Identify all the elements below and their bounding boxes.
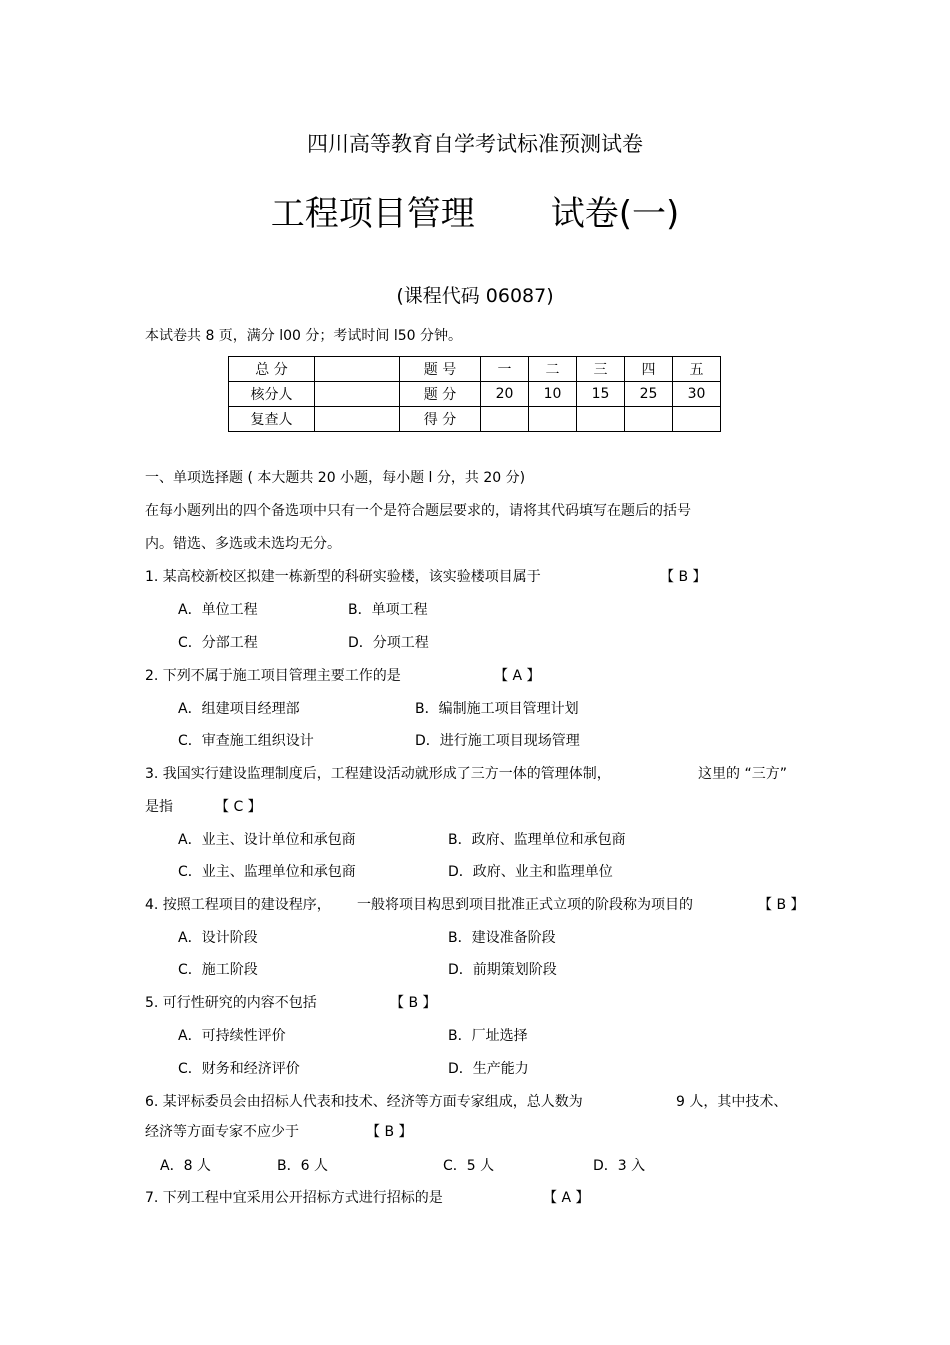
question-4-option-a: A．设计阶段 [178,930,258,946]
course-code: (课程代码 06087) [396,285,554,307]
section-instructions-line2: 内。错选、多选或未选均无分。 [145,536,341,552]
question-4-text-continued: 一般将项目构思到项目批准正式立项的阶段称为项目的 [357,897,693,913]
question-4-text: 4. 按照工程项目的建设程序， [145,897,331,913]
table-cell: 25 [625,382,673,407]
exam-series-title: 四川高等教育自学考试标准预测试卷 [307,132,643,156]
exam-subject: 工程项目管理 [270,194,475,234]
question-6-option-a: A．8 人 [160,1158,211,1174]
exam-paper-number: 试卷(一) [550,194,680,234]
question-3-text-continued: 这里的 “三方” [698,766,787,782]
table-cell: 五 [673,357,721,382]
question-3-option-c: C．业主、监理单位和承包商 [178,864,356,880]
score-table [228,356,721,432]
question-2-text: 2. 下列不属于施工项目管理主要工作的是 [145,668,401,684]
question-2-option-a: A．组建项目经理部 [178,701,300,717]
question-2-answer: 【 A 】 [494,668,541,684]
question-6-text-line2: 经济等方面专家不应少于 [145,1124,299,1140]
table-cell [315,407,400,432]
question-2-option-b: B．编制施工项目管理计划 [415,701,579,717]
question-5-option-c: C．财务和经济评价 [178,1061,300,1077]
question-4-option-c: C．施工阶段 [178,962,258,978]
table-cell: 二 [529,357,577,382]
table-cell: 10 [529,382,577,407]
table-row [229,382,721,407]
question-3-text: 3. 我国实行建设监理制度后，工程建设活动就形成了三方一体的管理体制， [145,766,611,782]
question-6-answer: 【 B 】 [366,1124,413,1140]
table-cell: 题 号 [400,357,481,382]
table-cell [315,382,400,407]
question-5-text: 5. 可行性研究的内容不包括 [145,995,317,1011]
section-instructions-line1: 在每小题列出的四个备选项中只有一个是符合题层要求的，请将其代码填写在题后的括号 [145,503,691,519]
table-cell: 题 分 [400,382,481,407]
table-cell [577,407,625,432]
question-1-option-a: A．单位工程 [178,602,258,618]
question-3-option-d: D．政府、业主和监理单位 [448,864,613,880]
question-5-option-a: A．可持续性评价 [178,1028,286,1044]
question-5-option-b: B．厂址选择 [448,1028,528,1044]
table-cell: 核分人 [229,382,315,407]
question-6-option-d: D．3 入 [593,1158,646,1174]
table-cell [315,357,400,382]
table-cell: 15 [577,382,625,407]
question-1-text: 1. 某高校新校区拟建一栋新型的科研实验楼，该实验楼项目属于 [145,569,541,585]
table-cell: 三 [577,357,625,382]
table-cell: 四 [625,357,673,382]
question-2-option-c: C．审查施工组织设计 [178,733,314,749]
question-2-option-d: D．进行施工项目现场管理 [415,733,580,749]
exam-intro: 本试卷共 8 页，满分 l00 分；考试时间 l50 分钟。 [145,328,463,344]
question-7-answer: 【 A 】 [543,1190,590,1206]
question-3-answer: 【 C 】 [215,799,262,815]
question-6-option-c: C．5 人 [443,1158,495,1174]
section-title: 一、单项选择题 ( 本大题共 20 小题，每小题 l 分，共 20 分) [145,470,526,486]
question-4-option-d: D．前期策划阶段 [448,962,557,978]
question-5-option-d: D．生产能力 [448,1061,529,1077]
table-row [229,357,721,382]
question-1-option-b: B．单项工程 [348,602,428,618]
question-7-text: 7. 下列工程中宜采用公开招标方式进行招标的是 [145,1190,443,1206]
question-6-option-b: B．6 人 [277,1158,328,1174]
table-cell: 得 分 [400,407,481,432]
table-row [229,407,721,432]
table-cell: 一 [481,357,529,382]
exam-title [0,186,950,235]
question-1-answer: 【 B 】 [660,569,707,585]
question-3-option-a: A．业主、设计单位和承包商 [178,832,356,848]
table-cell [529,407,577,432]
question-5-answer: 【 B 】 [390,995,437,1011]
question-3-text-line2: 是指 [145,799,173,815]
table-cell: 20 [481,382,529,407]
table-cell [625,407,673,432]
question-6-text: 6. 某评标委员会由招标人代表和技术、经济等方面专家组成，总人数为 [145,1094,583,1110]
question-6-text-continued: 9 人，其中技术、 [676,1094,788,1110]
table-cell [673,407,721,432]
question-1-option-c: C．分部工程 [178,635,258,651]
question-4-option-b: B．建设准备阶段 [448,930,556,946]
table-cell: 30 [673,382,721,407]
table-cell: 总 分 [229,357,315,382]
table-cell [481,407,529,432]
question-1-option-d: D．分项工程 [348,635,429,651]
question-4-answer: 【 B 】 [758,897,805,913]
question-3-option-b: B．政府、监理单位和承包商 [448,832,626,848]
table-cell: 复查人 [229,407,315,432]
